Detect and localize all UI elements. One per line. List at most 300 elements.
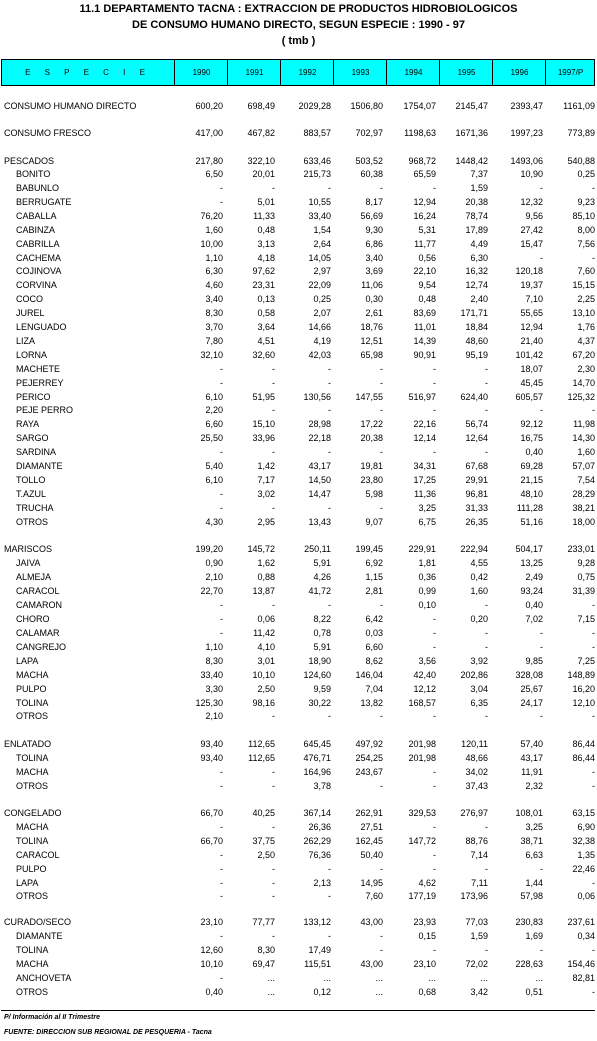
cell-value: 12,12	[413, 684, 436, 694]
cell-value: 45,45	[520, 378, 543, 388]
row-label: OTROS	[16, 711, 49, 721]
row-label: LAPA	[16, 878, 39, 888]
row-label: CANGREJO	[16, 642, 67, 652]
cell-value: 2,13	[313, 878, 331, 888]
cell-value: 230,83	[515, 917, 543, 927]
cell-value: ...	[480, 973, 488, 983]
cell-value: 2,25	[577, 294, 595, 304]
cell-value: 69,28	[520, 461, 543, 471]
cell-value: 173,96	[460, 891, 488, 901]
cell-value: -	[540, 253, 543, 263]
row-label: ENLATADO	[4, 739, 52, 749]
cell-value: -	[272, 600, 275, 610]
cell-value: 1161,09	[563, 101, 595, 111]
cell-value: 262,91	[355, 808, 383, 818]
cell-value: 83,69	[413, 308, 436, 318]
cell-value: 2,61	[365, 308, 383, 318]
cell-value: 1,69	[525, 931, 543, 941]
cell-value: 503,52	[355, 156, 383, 166]
cell-value: 0,48	[257, 225, 275, 235]
species-row	[0, 460, 597, 473]
cell-value: 76,36	[308, 850, 331, 860]
species-row	[0, 930, 597, 943]
row-label: DIAMANTE	[16, 931, 63, 941]
cell-value: -	[328, 364, 331, 374]
cell-value: 12,94	[413, 197, 436, 207]
cell-value: 215,73	[303, 169, 331, 179]
cell-value: 322,10	[247, 156, 275, 166]
cell-value: 60,38	[360, 169, 383, 179]
cell-value: 7,60	[577, 266, 595, 276]
category-row	[0, 916, 597, 929]
cell-value: 9,23	[577, 197, 595, 207]
species-row	[0, 958, 597, 971]
cell-value: 34,31	[413, 461, 436, 471]
cell-value: 1493,06	[510, 156, 543, 166]
row-label: COCO	[16, 294, 43, 304]
cell-value: ...	[267, 987, 275, 997]
cell-value: 0,75	[577, 572, 595, 582]
cell-value: 201,98	[408, 739, 436, 749]
cell-value: 42,40	[413, 670, 436, 680]
cell-value: 40,25	[252, 808, 275, 818]
cell-value: -	[485, 628, 488, 638]
cell-value: 624,40	[460, 392, 488, 402]
cell-value: 2,50	[257, 684, 275, 694]
category-row	[0, 807, 597, 820]
cell-value: 0,10	[418, 600, 436, 610]
cell-value: 171,71	[460, 308, 488, 318]
category-row	[0, 127, 597, 140]
cell-value: 968,72	[408, 156, 436, 166]
species-row	[0, 238, 597, 251]
cell-value: 2393,47	[510, 101, 543, 111]
cell-value: -	[592, 781, 595, 791]
cell-value: 0,06	[257, 614, 275, 624]
cell-value: 4,49	[470, 239, 488, 249]
row-label: OTROS	[16, 517, 49, 527]
cell-value: 0,40	[205, 987, 223, 997]
cell-value: 57,40	[520, 739, 543, 749]
cell-value: 78,74	[465, 211, 488, 221]
cell-value: 1,44	[525, 878, 543, 888]
row-label: LORNA	[16, 350, 48, 360]
cell-value: -	[433, 614, 436, 624]
species-row	[0, 335, 597, 348]
cell-value: 3,02	[257, 489, 275, 499]
cell-value: -	[540, 945, 543, 955]
species-row	[0, 210, 597, 223]
cell-value: 4,19	[313, 336, 331, 346]
species-row	[0, 252, 597, 265]
table-unit: ( tmb )	[281, 35, 316, 47]
cell-value: ...	[375, 973, 383, 983]
row-label: LIZA	[16, 336, 36, 346]
cell-value: -	[485, 945, 488, 955]
cell-value: 33,96	[252, 433, 275, 443]
cell-value: 0,25	[577, 169, 595, 179]
row-label: CONGELADO	[4, 808, 62, 818]
cell-value: 7,54	[577, 475, 595, 485]
cell-value: -	[592, 642, 595, 652]
cell-value: 773,89	[567, 128, 595, 138]
cell-value: 1,42	[257, 461, 275, 471]
category-row	[0, 155, 597, 168]
cell-value: -	[380, 600, 383, 610]
cell-value: 11,98	[573, 419, 595, 429]
cell-value: 6,60	[365, 642, 383, 652]
species-row	[0, 488, 597, 501]
cell-value: -	[328, 503, 331, 513]
cell-value: 12,32	[520, 197, 543, 207]
cell-value: 32,38	[572, 836, 595, 846]
species-row	[0, 571, 597, 584]
cell-value: 467,82	[247, 128, 275, 138]
cell-value: 108,01	[515, 808, 543, 818]
cell-value: 16,24	[413, 211, 436, 221]
cell-value: 97,62	[252, 266, 275, 276]
cell-value: 124,60	[303, 670, 331, 680]
cell-value: 28,98	[308, 419, 331, 429]
cell-value: 6,60	[205, 419, 223, 429]
cell-value: 57,07	[572, 461, 595, 471]
cell-value: 1,35	[577, 850, 595, 860]
cell-value: 66,70	[200, 836, 223, 846]
cell-value: 77,03	[465, 917, 488, 927]
cell-value: 133,12	[303, 917, 331, 927]
row-label: PEJE PERRO	[16, 405, 74, 415]
row-label: LENGUADO	[16, 322, 67, 332]
row-label: CURADO/SECO	[4, 917, 72, 927]
header-year: 1990	[174, 60, 228, 85]
cell-value: 1,59	[470, 183, 488, 193]
cell-value: 2,97	[313, 266, 331, 276]
cell-value: 19,37	[520, 280, 543, 290]
header-year: 1991	[227, 60, 281, 85]
cell-value: 18,76	[360, 322, 383, 332]
row-label: CABALLA	[16, 211, 57, 221]
cell-value: 32,10	[200, 350, 223, 360]
cell-value: -	[433, 183, 436, 193]
cell-value: 6,30	[205, 266, 223, 276]
cell-value: 86,44	[572, 739, 595, 749]
cell-value: 28,29	[572, 489, 595, 499]
cell-value: -	[433, 781, 436, 791]
cell-value: -	[592, 878, 595, 888]
cell-value: -	[272, 378, 275, 388]
cell-value: -	[220, 378, 223, 388]
cell-value: 1,76	[577, 322, 595, 332]
cell-value: 5,91	[313, 558, 331, 568]
cell-value: -	[433, 642, 436, 652]
cell-value: 3,13	[257, 239, 275, 249]
cell-value: 4,55	[470, 558, 488, 568]
cell-value: -	[592, 405, 595, 415]
cell-value: 1,59	[470, 931, 488, 941]
cell-value: 21,40	[520, 336, 543, 346]
row-label: T.AZUL	[16, 489, 47, 499]
cell-value: -	[380, 931, 383, 941]
cell-value: -	[220, 183, 223, 193]
cell-value: 164,96	[303, 767, 331, 777]
cell-value: 15,10	[252, 419, 275, 429]
cell-value: -	[485, 642, 488, 652]
cell-value: -	[272, 183, 275, 193]
cell-value: 9,56	[525, 211, 543, 221]
row-label: COJINOVA	[16, 266, 62, 276]
species-row	[0, 849, 597, 862]
cell-value: 56,69	[360, 211, 383, 221]
cell-value: -	[540, 864, 543, 874]
cell-value: -	[272, 364, 275, 374]
cell-value: 145,72	[247, 544, 275, 554]
cell-value: 9,07	[365, 517, 383, 527]
row-label: CALAMAR	[16, 628, 60, 638]
category-row	[0, 738, 597, 751]
cell-value: 72,02	[465, 959, 488, 969]
cell-value: 23,31	[252, 280, 275, 290]
cell-value: -	[485, 405, 488, 415]
species-row	[0, 391, 597, 404]
cell-value: -	[328, 600, 331, 610]
cell-value: 20,38	[360, 433, 383, 443]
cell-value: 115,51	[304, 959, 331, 969]
cell-value: 7,14	[470, 850, 488, 860]
cell-value: 66,70	[200, 808, 223, 818]
cell-value: 0,90	[205, 558, 223, 568]
cell-value: 177,19	[408, 891, 436, 901]
cell-value: 2,64	[313, 239, 331, 249]
cell-value: -	[220, 767, 223, 777]
cell-value: 85,10	[572, 211, 595, 221]
cell-value: 417,00	[195, 128, 223, 138]
row-label: TOLINA	[16, 836, 49, 846]
cell-value: 3,40	[205, 294, 223, 304]
cell-value: 199,20	[195, 544, 223, 554]
cell-value: -	[380, 864, 383, 874]
species-row	[0, 599, 597, 612]
cell-value: -	[328, 183, 331, 193]
cell-value: 14,39	[413, 336, 436, 346]
cell-value: 92,12	[520, 419, 543, 429]
cell-value: 1,60	[470, 586, 488, 596]
row-label: CONSUMO FRESCO	[4, 128, 92, 138]
cell-value: 125,32	[567, 392, 595, 402]
cell-value: 633,46	[303, 156, 331, 166]
cell-value: 12,74	[465, 280, 488, 290]
cell-value: 9,59	[313, 684, 331, 694]
cell-value: 125,30	[195, 698, 223, 708]
cell-value: 2,10	[205, 711, 223, 721]
cell-value: 7,17	[257, 475, 275, 485]
cell-value: 600,20	[195, 101, 223, 111]
cell-value: -	[592, 987, 595, 997]
species-row	[0, 655, 597, 668]
cell-value: 0,48	[418, 294, 436, 304]
cell-value: 20,01	[252, 169, 275, 179]
species-row	[0, 697, 597, 710]
cell-value: 0,68	[418, 987, 436, 997]
cell-value: -	[220, 600, 223, 610]
cell-value: 1,10	[205, 253, 223, 263]
species-row	[0, 669, 597, 682]
cell-value: 11,01	[414, 322, 436, 332]
cell-value: 1506,80	[350, 101, 383, 111]
cell-value: -	[328, 447, 331, 457]
cell-value: 10,10	[252, 670, 275, 680]
cell-value: 93,40	[200, 739, 223, 749]
cell-value: 3,25	[525, 822, 543, 832]
cell-value: 37,75	[252, 836, 275, 846]
cell-value: -	[328, 405, 331, 415]
species-row	[0, 780, 597, 793]
cell-value: 38,71	[520, 836, 543, 846]
row-label: TOLINA	[16, 945, 49, 955]
row-label: CARACOL	[16, 850, 60, 860]
cell-value: 645,45	[303, 739, 331, 749]
cell-value: 2,10	[205, 572, 223, 582]
cell-value: 14,70	[572, 378, 595, 388]
cell-value: 23,80	[360, 475, 383, 485]
cell-value: -	[485, 378, 488, 388]
cell-value: 120,11	[461, 739, 488, 749]
cell-value: 43,17	[308, 461, 331, 471]
cell-value: -	[592, 945, 595, 955]
cell-value: -	[540, 183, 543, 193]
cell-value: 698,49	[247, 101, 275, 111]
cell-value: 328,08	[515, 670, 543, 680]
cell-value: -	[433, 447, 436, 457]
row-label: CAMARON	[16, 600, 63, 610]
cell-value: 4,37	[577, 336, 595, 346]
cell-value: 7,04	[365, 684, 383, 694]
row-label: SARGO	[16, 433, 49, 443]
cell-value: 23,93	[413, 917, 436, 927]
cell-value: 19,81	[360, 461, 383, 471]
cell-value: 67,20	[572, 350, 595, 360]
header-year: 1995	[439, 60, 493, 85]
cell-value: 1,81	[418, 558, 436, 568]
cell-value: 51,95	[252, 392, 275, 402]
cell-value: 7,10	[525, 294, 543, 304]
cell-value: 15,47	[520, 239, 543, 249]
cell-value: 0,25	[313, 294, 331, 304]
row-label: OTROS	[16, 987, 49, 997]
cell-value: 11,33	[253, 211, 275, 221]
cell-value: 56,74	[465, 419, 488, 429]
cell-value: 222,94	[460, 544, 488, 554]
cell-value: -	[272, 503, 275, 513]
cell-value: 9,54	[418, 280, 436, 290]
row-label: TOLINA	[16, 753, 49, 763]
cell-value: 31,39	[572, 586, 595, 596]
cell-value: 4,18	[257, 253, 275, 263]
header-year: 1994	[386, 60, 440, 85]
cell-value: 13,10	[572, 308, 595, 318]
cell-value: 48,60	[465, 336, 488, 346]
cell-value: 43,00	[360, 959, 383, 969]
cell-value: 0,36	[418, 572, 436, 582]
cell-value: ...	[267, 973, 275, 983]
species-row	[0, 613, 597, 626]
cell-value: 3,40	[365, 253, 383, 263]
cell-value: -	[220, 628, 223, 638]
cell-value: 605,57	[515, 392, 543, 402]
cell-value: 16,32	[465, 266, 488, 276]
cell-value: 27,42	[520, 225, 543, 235]
cell-value: 43,00	[360, 917, 383, 927]
cell-value: -	[328, 891, 331, 901]
row-label: OTROS	[16, 891, 49, 901]
cell-value: 0,40	[525, 600, 543, 610]
cell-value: 82,81	[572, 973, 595, 983]
row-label: BABUNLO	[16, 183, 60, 193]
cell-value: 48,10	[520, 489, 543, 499]
cell-value: 540,88	[567, 156, 595, 166]
cell-value: -	[433, 378, 436, 388]
cell-value: 42,03	[308, 350, 331, 360]
cell-value: 7,02	[525, 614, 543, 624]
species-row	[0, 196, 597, 209]
cell-value: -	[272, 931, 275, 941]
cell-value: 12,10	[572, 698, 595, 708]
cell-value: -	[433, 364, 436, 374]
cell-value: 3,25	[418, 503, 436, 513]
cell-value: -	[380, 405, 383, 415]
cell-value: 13,25	[520, 558, 543, 568]
cell-value: 1,60	[577, 447, 595, 457]
cell-value: -	[485, 600, 488, 610]
cell-value: 95,19	[465, 350, 488, 360]
cell-value: -	[380, 945, 383, 955]
cell-value: 2,30	[577, 364, 595, 374]
cell-value: 2,81	[365, 586, 383, 596]
cell-value: 6,86	[365, 239, 383, 249]
footnote-source: FUENTE: DIRECCION SUB REGIONAL DE PESQUERIA - Tacna	[4, 1029, 212, 1036]
cell-value: 8,30	[205, 308, 223, 318]
species-row	[0, 821, 597, 834]
header-especie: E S P E C I E	[25, 68, 151, 77]
cell-value: 1997,23	[510, 128, 543, 138]
cell-value: -	[272, 891, 275, 901]
cell-value: 0,30	[365, 294, 383, 304]
cell-value: -	[220, 489, 223, 499]
cell-value: 6,75	[418, 517, 436, 527]
cell-value: 1,62	[257, 558, 275, 568]
cell-value: -	[592, 183, 595, 193]
row-label: BERRUGATE	[16, 197, 72, 207]
cell-value: 0,12	[313, 987, 331, 997]
cell-value: 0,56	[418, 253, 436, 263]
cell-value: 93,40	[200, 753, 223, 763]
cell-value: 5,40	[205, 461, 223, 471]
cell-value: 6,35	[470, 698, 488, 708]
cell-value: -	[540, 405, 543, 415]
cell-value: -	[433, 767, 436, 777]
cell-value: 7,60	[365, 891, 383, 901]
cell-value: -	[433, 628, 436, 638]
cell-value: 12,14	[413, 433, 436, 443]
species-row	[0, 972, 597, 985]
cell-value: -	[485, 711, 488, 721]
row-label: PEJERREY	[16, 378, 64, 388]
row-label: MARISCOS	[4, 544, 53, 554]
header-year: 1992	[280, 60, 334, 85]
cell-value: 67,68	[465, 461, 488, 471]
cell-value: 254,25	[355, 753, 383, 763]
cell-value: 17,49	[308, 945, 331, 955]
cell-value: 516,97	[408, 392, 436, 402]
